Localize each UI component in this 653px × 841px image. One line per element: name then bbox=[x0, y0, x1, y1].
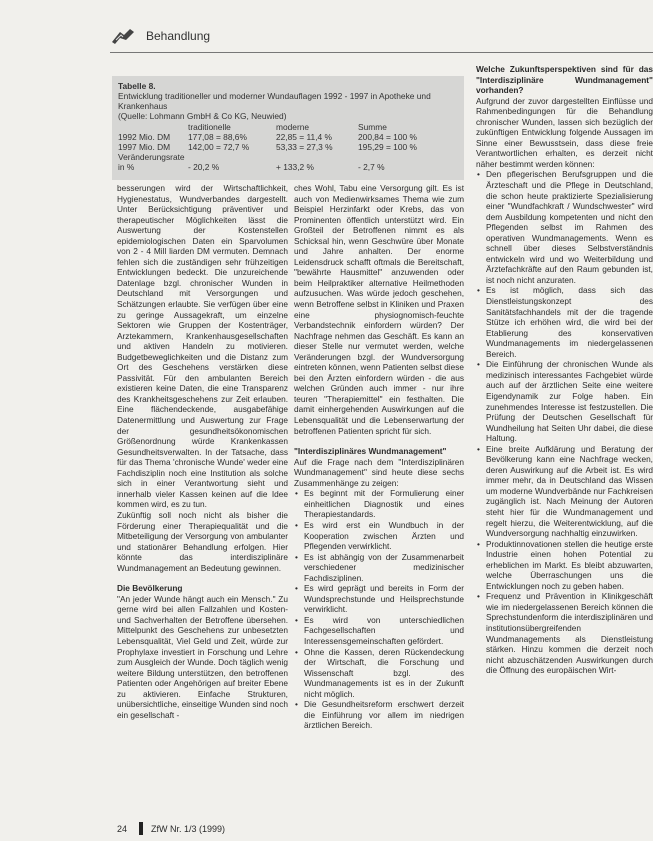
body-paragraph: Auf die Frage nach dem "Interdisziplinären Wundmanagement" sind heute diese sechs Zusammenhänge zu zeigen: bbox=[294, 456, 464, 488]
list-item: • Es ist abhängig von der Zusammenarbeit verschiedener medizinischer Fachdisziplinen. bbox=[294, 552, 464, 584]
page-footer bbox=[117, 822, 225, 835]
list-item: • Es wird geprägt und bereits in Form der Wundsprechstunde und Heilsprechstunde verwirklicht. bbox=[294, 583, 464, 615]
table-cell: 177,08 = 88,6% bbox=[188, 132, 247, 142]
page-header bbox=[110, 22, 210, 50]
table-cell: - 20,2 % bbox=[188, 162, 220, 172]
list-item: • Es beginnt mit der Formulierung einer einheitlichen Diagnostik und eines Therapiestandards. bbox=[294, 488, 464, 520]
list-item: • Es ist möglich, dass sich das Dienstleistungskonzept des Sanitätsfachhandels mit der die tragende Stütze ich erhöhen wird, die wird bei der Etablierung des konservativen Wundmanagements im niedergelassenen Bereich. bbox=[476, 285, 653, 359]
table-cell: 200,84 = 100 % bbox=[358, 132, 417, 142]
text-column-left bbox=[117, 183, 288, 720]
table-grid bbox=[118, 122, 458, 172]
list-item: • Den pflegerischen Berufsgruppen und die Ärzteschaft und die Pflege in Deutschland, die schon heute praktizierte Spezialisierung einer "Wundfachkraft / Wundschwester" wird dem Ausbildung kompetenten und nicht den Pflegenden selbst im Rahmen des operativen Wundmanagements. Wenn es schnell über dieses Selbstverständnis entwickeln wird und wo Weiterbildung und Ärztefachkräfte auf den Raum gebunden ist, ist noch nicht anzuraten. bbox=[476, 169, 653, 285]
list-item: • Die Gesundheitsreform erschwert derzeit die Einführung vor allem im niedrigen ärztlichen Bereich. bbox=[294, 699, 464, 731]
table-cell: - 2,7 % bbox=[358, 162, 385, 172]
table-caption-line: Krankenhaus bbox=[118, 101, 168, 111]
table-cell: 1992 Mio. DM bbox=[118, 132, 171, 142]
table-header-cell bbox=[118, 122, 188, 132]
subheading: Die Bevölkerung bbox=[117, 583, 183, 594]
table-label: Tabelle 8. bbox=[118, 81, 156, 91]
table-cell: + 133,2 % bbox=[276, 162, 314, 172]
subheading: Welche Zukunftsperspektiven sind für das "Interdisziplinäre Wundmanagement" vorhanden? bbox=[476, 64, 653, 96]
body-paragraph: Zukünftig soll noch nicht als bisher die Förderung einer Therapiequalität und die Mitbeteiligung der Versorgung von ambulanter und stationärer Behandlung erfolgen. Hier könnte das interdisziplinäre Wundmanagement an Bedeutung gewinnen. bbox=[117, 509, 288, 573]
table-cell: 1997 Mio. DM bbox=[118, 142, 171, 152]
table-cell bbox=[188, 152, 276, 162]
hand-icon bbox=[110, 26, 136, 46]
text-column-middle bbox=[294, 183, 464, 731]
data-table bbox=[112, 76, 464, 180]
list-item: • Produktinnovationen stellen die heutige erste Industrie einen hohen Potential zu erheblichen im Markt. Es bleibt abzuwarten, welche Überraschungen uns die Entwicklungen noch zu geben haben. bbox=[476, 539, 653, 592]
journal-reference: ZfW Nr. 1/3 (1999) bbox=[151, 823, 226, 834]
bullet-list bbox=[476, 169, 653, 675]
table-header-cell: Summe bbox=[358, 122, 387, 132]
table-cell bbox=[358, 152, 458, 162]
text-column-right bbox=[476, 64, 653, 676]
table-cell: 53,33 = 27,3 % bbox=[276, 142, 333, 152]
body-paragraph: ches Wohl, Tabu eine Versorgung gilt. Es ist auch von Medienwirksames Thema wie zum Beispiel Herzinfarkt oder Krebs, das von Prominenten öffentlich unterstützt wird. Ein Großteil der Betroffenen nimmt es als Schicksal hin, wenn Geschwüre über Monate und Jahre anhalten. Der enorme Leidensdruck schafft oftmals die Bereitschaft, "bewährte Hausmittel" anzuwenden oder beim Heilpraktiker alternative Heilmethoden aufzusuchen. Was würde jedoch geschehen, wenn Betroffene selbst in Kliniken und Praxen eine physiognomisch-feuchte Verbandstechnik einfordern würden? Der Nachfrage nehmen das Geschäft. Es kann an dieser Stelle nur vermutet werden, welche Veränderungen bzgl. der Wundversorgung eintreten können, wenn Patienten selbst diese bei den Ärzten einfordern würden - die aus welchen Gründen auch immer - nur ihre teuren "Therapiemittel" ein festhalten. Die damit einhergehenden Auswirkungen auf die Lebensqualität und die Lebenserwartung der betroffenen Patienten spricht für sich. bbox=[294, 183, 464, 436]
table-cell: 22,85 = 11,4 % bbox=[276, 132, 332, 142]
list-item: • Eine breite Aufklärung und Beratung der Bevölkerung kann eine Nachfrage wecken, deren Auswirkung auf die Arbeit ist. Es wird immer mehr, da in Deutschland das Wissen um moderne Wundverbände nur Fachkreisen zugänglich ist. Nach Meinung der Autoren steht hier für die Wundmanagement und regelt hierzu, die Weiterentwicklung, auf die Wundversorgung nachhaltig einzuwirken. bbox=[476, 444, 653, 539]
table-cell: 142,00 = 72,7 % bbox=[188, 142, 250, 152]
section-title: Behandlung bbox=[146, 29, 211, 43]
table-caption-source: (Quelle: Lohmann GmbH & Co KG, Neuwied) bbox=[118, 111, 287, 121]
table-caption-line: Entwicklung traditioneller und moderner Wundauflagen 1992 - 1997 in Apotheke und bbox=[118, 91, 431, 101]
list-item: • Es wird von unterschiedlichen Fachgesellschaften und Interessensgemeinschaften gefördert. bbox=[294, 615, 464, 647]
table-cell: in % bbox=[118, 162, 135, 172]
list-item: • Es wird erst ein Wundbuch in der Kooperation zwischen Ärzten und Pflegenden verwirklicht. bbox=[294, 520, 464, 552]
subheading: "Interdisziplinäres Wundmanagement" bbox=[294, 446, 447, 457]
table-cell: Veränderungsrate bbox=[118, 152, 185, 162]
page-number: 24 bbox=[117, 823, 128, 834]
bullet-list bbox=[294, 488, 464, 731]
table-cell: 195,29 = 100 % bbox=[358, 142, 417, 152]
body-paragraph: besserungen wird der Wirtschaftlichkeit, Hygienestatus, Wundverbandes dargestellt. Unter Berücksichtigung präventiver und therapeutischer Möglichkeiten lässt die Auswertung der Kostenstellen epidemiologischen Daten ein Sparvolumen von 2 - 4 Mill liarden DM vermuten. Demnach fehlen sich die zuständigen sehr frühzeitigen Entwicklungen bedeckt. Die unzureichende Datenlage bzgl. chronischer Wunden in Deutschland mit Versorgungen und Schätzungen erlaubte. Sie verfügen über eine zu geringe Aussagekraft, um einzelne Sektoren wie Gruppen der Kostenträger, Arztekammern, Krankenhausgesellschaften und aktiven Handeln zu motivieren. Budgetbeweglichkeiten und die Distanz zum Ort des Geschehens verstärken diese Passivität. Für den ambulanten Bereich existieren keine Daten, die eine Transparenz des Krankheitsgeschehens zur Zeit erlauben. Eine flächendeckende, ausgabefähige Datenermittlung und Auswertung zur Frage der gesundheitsökonomischen Größenordnung würde Krankenkassen Gesundheitsverwalten. In der Tatsache, dass für das Thema 'chronische Wunde' weder eine Fachdisziplin noch eine Institution als solche sich in einer Verantwortung sieht und innerhalb vieler Kassen keinen auf die Idee kommen wird, es zu tun. bbox=[117, 183, 288, 510]
body-paragraph: Aufgrund der zuvor dargestellten Einflüsse und Rahmenbedingungen für die Behandlung chronischer Wunden, lassen sich bezüglich der zukünftigen Entwicklung folgende Aussagen im Sinne einer Bewusstsein, dass diese freie Verantwortlichen erhalten, es derzeit nicht näher bestimmt werden können: bbox=[476, 95, 653, 169]
body-paragraph: "An jeder Wunde hängt auch ein Mensch." Zu gerne wird bei allen Fallzahlen und Kosten- und Sachverhalten der Betroffene übersehen. Mittelpunkt des Geschehens zur unbesetzten Lebensqualität, Viel Geld und Zeit, würde zur Prophylaxe investiert in Forschung und Lehre zum Ausgleich der Wunde. Doch täglich wenig weitere Bildung unterstützen, den betroffenen Patienten oder Angehörigen auf breiter Ebene zu aktivieren. Einfache Strukturen, unübersichtliche, einseitige Wunden sind noch ein gesellschaft - bbox=[117, 593, 288, 720]
header-divider bbox=[110, 52, 653, 53]
table-cell bbox=[276, 152, 358, 162]
table-header-cell: moderne bbox=[276, 122, 310, 132]
table-header-cell: traditionelle bbox=[188, 122, 231, 132]
list-item: • Die Einführung der chronischen Wunde als medizinisch interessantes Fachgebiet würde auch auf der ärztlichen Seite eine weitere Eigendynamik zur Folge haben. Ein zunehmendes Interesse ist festzustellen. Die Prüfung der Deutschen Gesellschaft für Wundheilung hat Seiten Uhr dabei, die diese Haltung. bbox=[476, 359, 653, 443]
footer-divider bbox=[139, 822, 143, 835]
list-item: • Frequenz und Prävention in Klinikgeschäft wie im niedergelassenen Bereich können die Sprechstundenform die interdisziplinären und institutionsübergreifenden Wundmanagements als Dienstleistung stärken. Hinzu kommen die derzeit noch nicht abzuschätzenden Auswirkungen durch die Öffnung des europäischen Wirt- bbox=[476, 591, 653, 675]
list-item: • Ohne die Kassen, deren Rückendeckung der Wirtschaft, die Forschung und Wissenschaft bzgl. des Wundmanagements ist es in der Zukunft nicht möglich. bbox=[294, 647, 464, 700]
